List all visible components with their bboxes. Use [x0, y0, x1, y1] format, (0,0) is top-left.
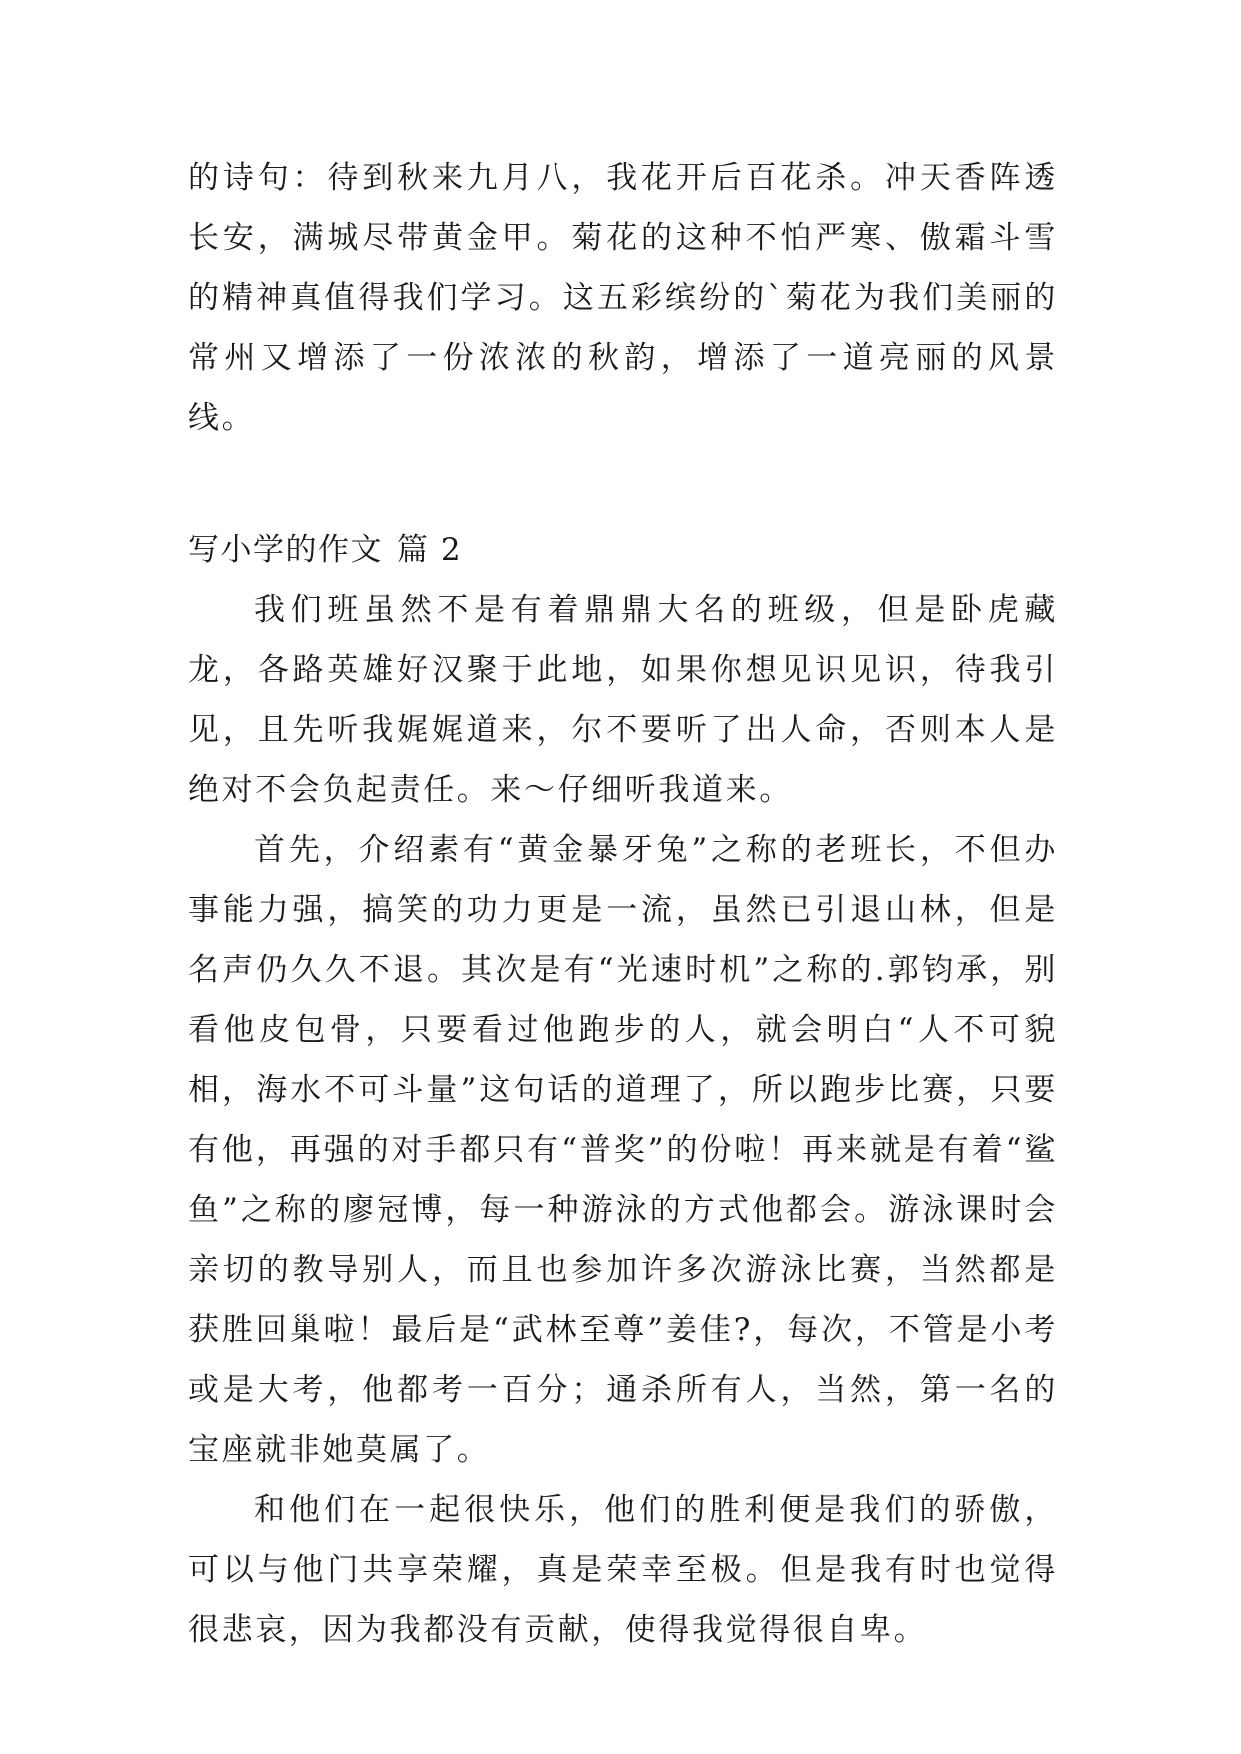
body-paragraph-3: 和他们在一起很快乐，他们的胜利便是我们的骄傲，可以与他门共享荣耀，真是荣幸至极。但是我有时也觉得很悲哀，因为我都没有贡献，使得我觉得很自卑。 [188, 1492, 1058, 1648]
section-label: 篇 2 [397, 532, 463, 568]
section-title: 写小学的作文 [188, 532, 383, 568]
body-paragraph-1: 我们班虽然不是有着鼎鼎大名的班级，但是卧虎藏龙，各路英雄好汉聚于此地，如果你想见识见识，待我引见，且先听我娓娓道来，尔不要听了出人命，否则本人是绝对不会负起责任。来～仔细听我道来。 [188, 592, 1058, 808]
section-heading [188, 520, 1058, 580]
body-paragraph-2: 首先，介绍素有“黄金暴牙兔”之称的老班长，不但办事能力强，搞笑的功力更是一流，虽然已引退山林，但是名声仍久久不退。其次是有“光速时机”之称的.郭钧承，别看他皮包骨，只要看过他跑步的人，就会明白“人不可貌相，海水不可斗量”这句话的道理了，所以跑步比赛，只要有他，再强的对手都只有“普奖”的份啦！再来就是有着“鲨鱼”之称的廖冠博，每一种游泳的方式他都会。游泳课时会亲切的教导别人，而且也参加许多次游泳比赛，当然都是获胜回巢啦！最后是“武林至尊”姜佳?，每次，不管是小考或是大考，他都考一百分；通杀所有人，当然，第一名的宝座就非她莫属了。 [188, 832, 1058, 1468]
lead-paragraph: 的诗句：待到秋来九月八，我花开后百花杀。冲天香阵透长安，满城尽带黄金甲。菊花的这种不怕严寒、傲霜斗雪的精神真值得我们学习。这五彩缤纷的`菊花为我们美丽的常州又增添了一份浓浓的秋韵，增添了一道亮丽的风景线。 [188, 160, 1058, 436]
document-page [188, 148, 1058, 1660]
